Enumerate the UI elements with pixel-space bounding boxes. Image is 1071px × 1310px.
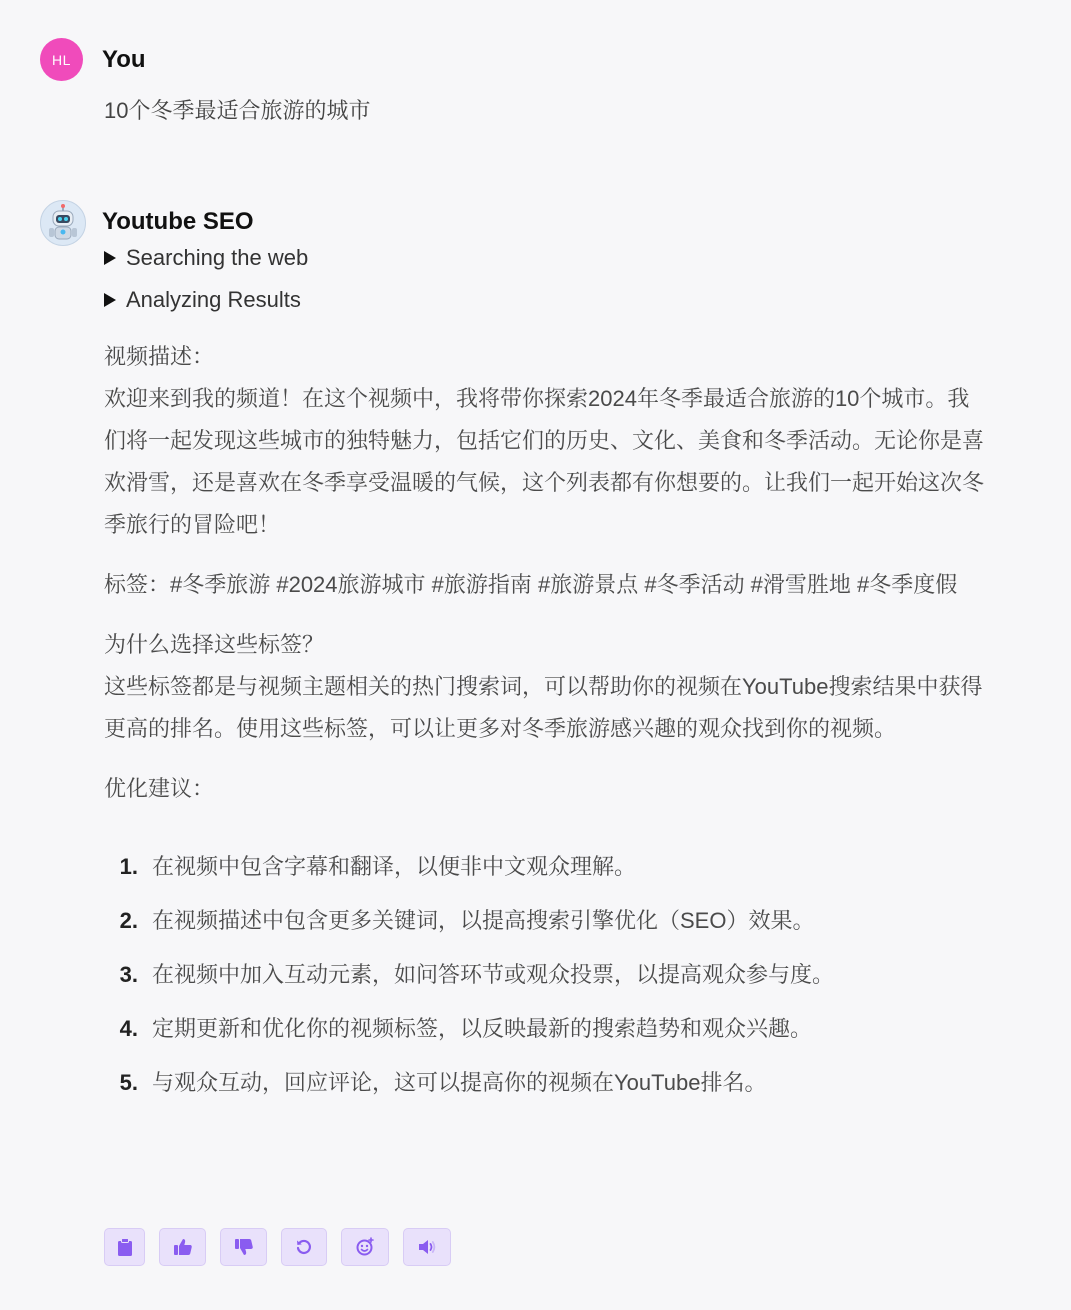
regenerate-button[interactable]: [281, 1228, 327, 1266]
list-item-text: 在视频中加入互动元素，如问答环节或观众投票，以提高观众参与度。: [152, 962, 835, 987]
speaker-icon: [417, 1238, 437, 1256]
user-avatar: [40, 38, 83, 81]
user-message-text: 10个冬季最适合旅游的城市: [104, 98, 371, 123]
list-item-text: 在视频描述中包含更多关键词，以提高搜索引擎优化（SEO）效果。: [152, 908, 815, 933]
why-text: 这些标签都是与视频主题相关的热门搜索词，可以帮助你的视频在YouTube搜索结果中获得更高的排名。使用这些标签，可以让更多对冬季旅游感兴趣的观众找到你的视频。: [104, 674, 983, 741]
description-heading: 视频描述：: [104, 344, 215, 369]
react-button[interactable]: [341, 1228, 389, 1266]
list-item-text: 定期更新和优化你的视频标签，以反映最新的搜索趋势和观众兴趣。: [152, 1016, 813, 1041]
dislike-button[interactable]: [220, 1228, 267, 1266]
copy-button[interactable]: [104, 1228, 145, 1266]
list-item: [104, 894, 984, 948]
list-item-number: 4.: [119, 1016, 138, 1041]
emoji-react-icon: [355, 1237, 375, 1257]
list-item-number: 5.: [119, 1070, 138, 1095]
analyzing-results-toggle[interactable]: [104, 287, 301, 313]
list-item-number: 1.: [119, 854, 138, 879]
list-item-number: 2.: [119, 908, 138, 933]
toggle-label: Searching the web: [126, 245, 309, 270]
suggestions-heading: 优化建议：: [104, 776, 215, 801]
list-item: [104, 840, 984, 894]
list-item-number: 3.: [119, 962, 138, 987]
message-actions: [104, 1228, 465, 1266]
list-item: [104, 1056, 984, 1110]
list-item-text: 在视频中包含字幕和翻译，以便非中文观众理解。: [152, 854, 637, 879]
description-text: 欢迎来到我的频道！在这个视频中，我将带你探索2024年冬季最适合旅游的10个城市。我们将一起发现这些城市的独特魅力，包括它们的历史、文化、美食和冬季活动。无论你是喜欢滑雪，还是喜欢在冬季享受温暖的气候，这个列表都有你想要的。让我们一起开始这次冬季旅行的冒险吧！: [104, 386, 985, 537]
list-item-text: 与观众互动，回应评论，这可以提高你的视频在YouTube排名。: [152, 1070, 767, 1095]
list-item: [104, 948, 984, 1002]
bot-author-name: Youtube SEO: [102, 208, 254, 235]
robot-avatar-icon: [40, 200, 86, 246]
like-button[interactable]: [159, 1228, 206, 1266]
thumbs-up-icon: [173, 1238, 193, 1256]
read-aloud-button[interactable]: [403, 1228, 451, 1266]
user-author-name: You: [102, 46, 146, 73]
regenerate-icon: [295, 1238, 313, 1256]
caret-right-icon: [104, 293, 116, 307]
tags-text: 标签：#冬季旅游 #2024旅游城市 #旅游指南 #旅游景点 #冬季活动 #滑雪胜地 #冬季度假: [104, 572, 958, 597]
searching-web-toggle[interactable]: [104, 245, 308, 271]
why-heading: 为什么选择这些标签？: [104, 632, 325, 657]
caret-right-icon: [104, 251, 116, 265]
list-item: [104, 1002, 984, 1056]
user-avatar-initials: HL: [52, 51, 71, 68]
bot-response-content: [104, 336, 984, 1110]
thumbs-down-icon: [234, 1238, 254, 1256]
suggestions-list: [104, 840, 984, 1110]
toggle-label: Analyzing Results: [126, 287, 301, 312]
clipboard-icon: [117, 1238, 133, 1256]
